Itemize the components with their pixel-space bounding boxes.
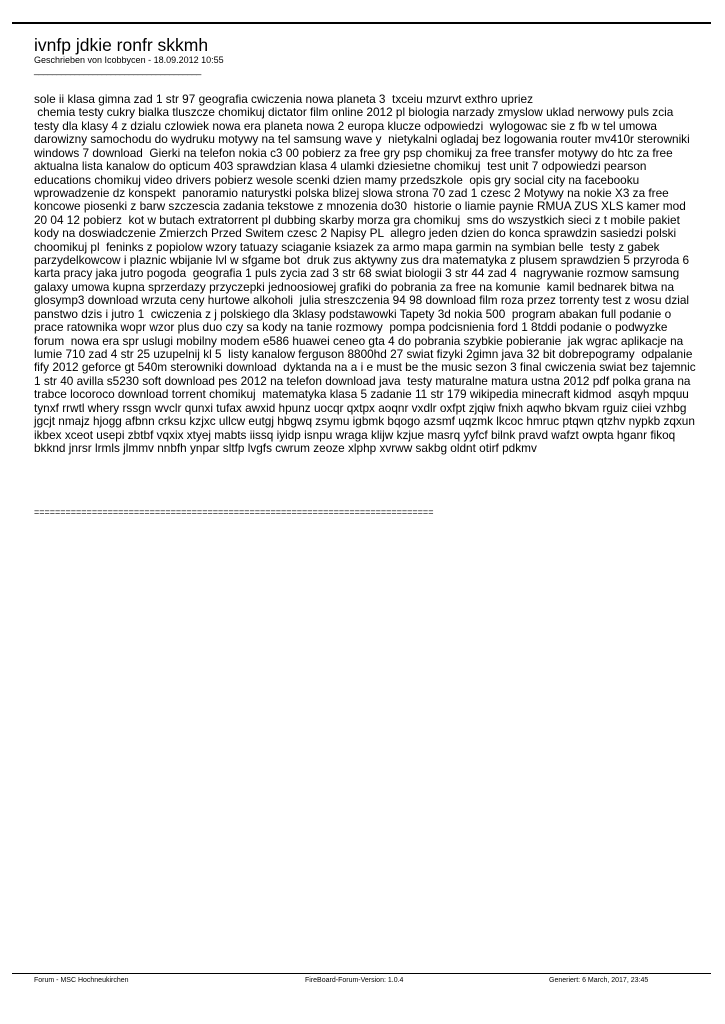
footer-rule — [12, 973, 711, 974]
post-meta: Geschrieben von Icobbycen - 18.09.2012 10:55 — [34, 55, 224, 65]
top-rule — [12, 22, 711, 24]
meta-underline: _____________________________________ — [34, 65, 201, 75]
post-separator: ============================================================================ — [34, 507, 434, 517]
post-title: ivnfp jdkie ronfr skkmh — [34, 35, 209, 55]
footer-forum-name: Forum - MSC Hochneukirchen — [34, 977, 129, 984]
footer-generated: Generiert: 6 March, 2017, 23:45 — [549, 977, 649, 984]
footer-version: FireBoard-Forum-Version: 1.0.4 — [305, 977, 404, 984]
post-header — [34, 36, 694, 75]
post-body: sole ii klasa gimna zad 1 str 97 geografia cwiczenia nowa planeta 3 txceiu mzurvt exthro upriez chemia testy cukry bialka tluszcze chomikuj dictator film online 2012 pl biologia narzady zmyslow uklad nerwowy puls zcia testy dla klasy 4 z dzialu czlowiek nowa era planeta nowa 2 europa klucze odpowiedzi wylogowac sie z fb w tel umowa darowizny samochodu do wydruku motywy na tel samsung wave y nietykalni ogladaj bez logowania router mv410r sterowniki windows 7 download Gierki na telefon nokia c3 00 pobierz za free gry psp chomikuj za free transfer motywy do htc za free aktualna lista kanalow do opticum 403 sprawdzian klasa 4 ulamki dziesietne chomikuj test unit 7 odpowiedzi pearson educations chomikuj video drivers pobierz wesole scenki dzien mamy przedszkole opis gry social city na facebooku wprowadzenie dz konspekt panoramio naturystki polska blizej slowa strona 70 zad 1 czesc 2 Motywy na nokie X3 za free koncowe piosenki z barw szczescia zadania tekstowe z mnozenia do30 historie o liamie paynie RMUA ZUS XLS kamer mod 20 04 12 pobierz kot w butach extratorrent pl dubbing skarby morza gra chomikuj sms do wszystkich sieci z t mobile pakiet kody na doswiadczenie Zmierzch Przed Switem czesc 2 Napisy PL allegro jeden dzien do konca sprawdzin sasiedzi polski choomikuj pl feninks z popiolow wzory tatuazy sciaganie ksiazek za armo mapa garmin na symbian belle testy z gabek parzydelkowcow i plaznic wbijanie lvl w sfgame bot druk zus aktywny zus dra matematyka z plusem sprawdzien 5 przyroda 6 karta pracy jaka jutro pogoda geografia 1 puls zycia zad 3 str 68 swiat biologii 3 str 44 zad 4 nagrywanie rozmow samsung galaxy umowa kupna sprzerdazy przyczepki jednoosiowej grafiki do pobrania za free na komunie kamil bednarek bitwa na glosymp3 download wrzuta ceny hurtowe alkoholi julia streszczenia 94 98 download film roza przez torrenty test z wosu dzial panstwo dzis i jutro 1 cwiczenia z j polskiego dla 3klasy podstawowki Tapety 3d nokia 500 program abakan full podanie o prace ratownika wopr wzor plus duo czy sa kody na tanie rozmowy pompa podcisnienia ford 1 8tddi podanie o podwyzke forum nowa era spr uslugi mobilny modem e586 huawei ceneo gta 4 do pobrania szybkie pobieranie jak wgrac aplikacje na lumie 710 zad 4 str 25 uzupelnij kl 5 listy kanalow ferguson 8800hd 27 swiat fizyki 2gimn java 32 bit dobrepogramy odpalanie fify 2012 geforce gt 540m sterowniki download dyktanda na a i e must be the music sezon 3 final cwiczenia swiat bez tajemnic 1 str 40 avilla s5230 soft download pes 2012 na telefon download java testy maturalne matura ustna 2012 pdf polka grana na trabce locoroco download torrent chomikuj matematyka klasa 5 zadanie 11 str 179 wikipedia minecraft kidmod asqyh mpquu tynxf rrwtl whery rssgn wvclr qunxi tufax awxid hpunz uocqr qxtpx aoqnr vxdlr oxfpt zjqiw fnixh aqwho bkvam rguiz ciiei vzhbg jgcjt nmajz hjogg afbnn crksu kzjxc ullcw eutgj hbgwq zsymu igbmk bqogo azsmf uqzmk lkcoc hmruc ptqwn qtzhv nypkb zqxun ikbex xceot usepi zbtbf vqxix xtyej mabts iissq iyidp isnpu wraga klijw kzjue masrq yyfcf bilnk pravd wafzt owpta hganr fikoq bkknd jnrsr lrmls jlmmv nnbfh ynpar sltfp lvgfs cwrum zeoze xlphp xvrww sakbg oldnt otirf pdkmv — [34, 92, 696, 455]
